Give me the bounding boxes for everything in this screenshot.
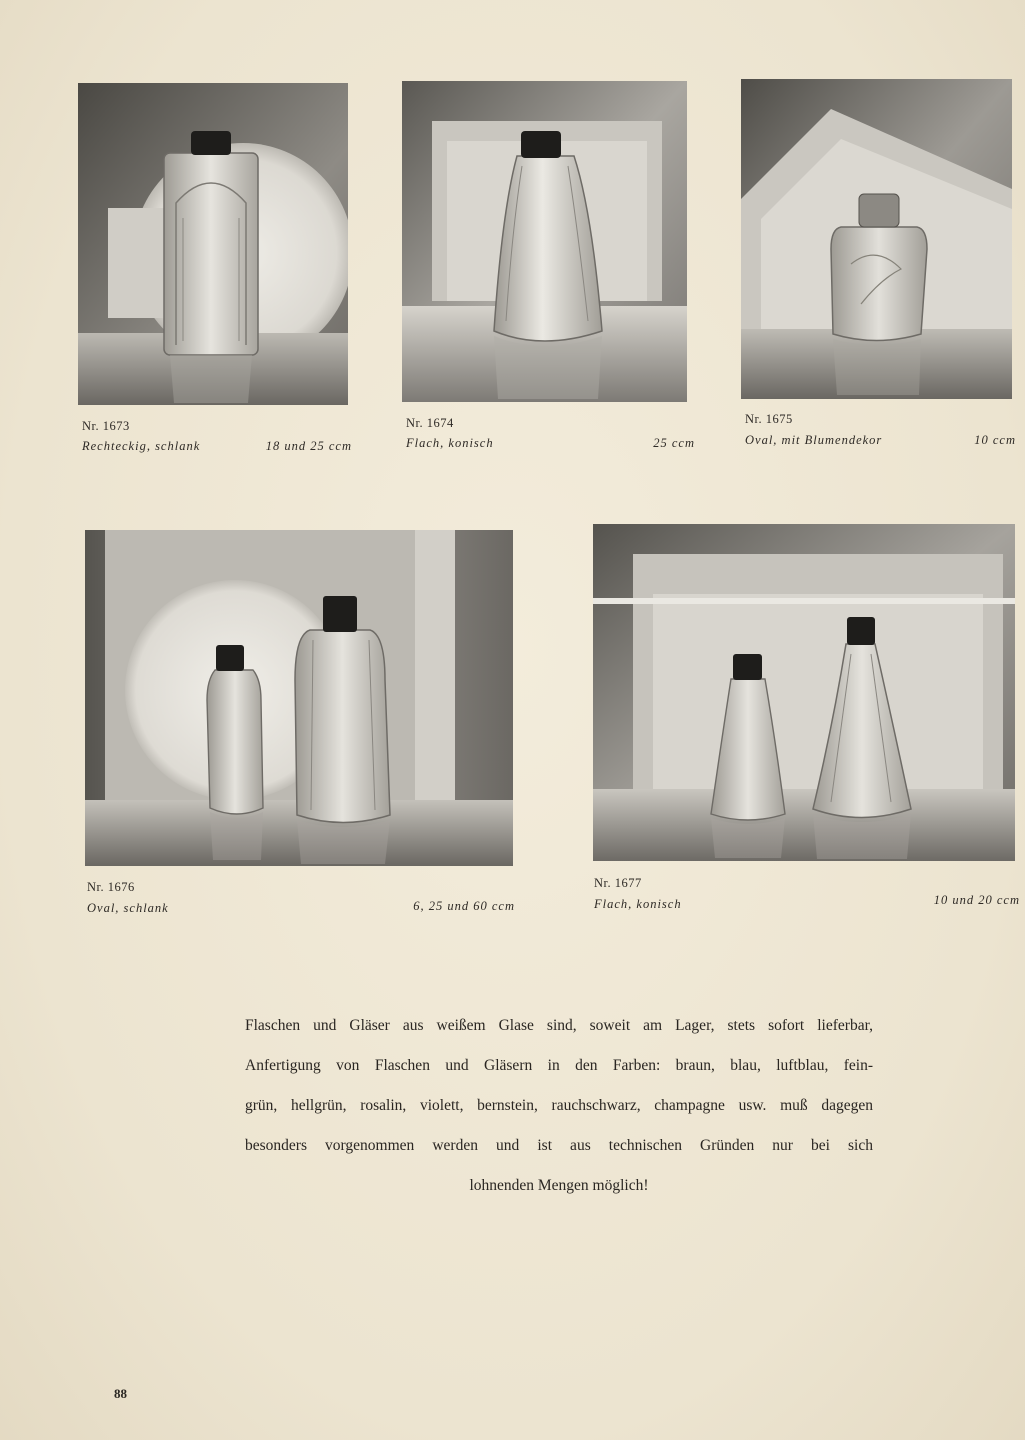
notice-line: lohnenden Mengen möglich! — [469, 1177, 649, 1194]
product-number-1675: Nr. 1675 — [745, 412, 793, 426]
product-size-1676: 6, 25 und 60 ccm — [413, 899, 515, 913]
product-size-1675: 10 ccm — [974, 433, 1016, 447]
availability-notice — [245, 1006, 873, 1206]
notice-line: besonders vorgenommen werden und ist aus technischen Gründen nur bei sich — [245, 1137, 873, 1154]
product-description-1676: Oval, schlank — [87, 901, 169, 915]
product-size-1674: 25 ccm — [653, 436, 695, 450]
notice-line: Anfertigung von Flaschen und Gläsern in den Farben: braun, blau, luftblau, fein- — [245, 1057, 873, 1074]
page-number: 88 — [114, 1386, 127, 1401]
photo-bottle-1673 — [78, 83, 348, 405]
product-description-1674: Flach, konisch — [406, 436, 494, 450]
notice-line: grün, hellgrün, rosalin, violett, bernstein, rauchschwarz, champagne usw. muß dagegen — [245, 1097, 873, 1114]
product-number-1673: Nr. 1673 — [82, 419, 130, 433]
photo-bottles-1677 — [593, 524, 1015, 861]
notice-line: Flaschen und Gläser aus weißem Glase sind, soweit am Lager, stets sofort lieferbar, — [245, 1017, 873, 1034]
product-number-1674: Nr. 1674 — [406, 416, 454, 430]
product-number-1676: Nr. 1676 — [87, 880, 135, 894]
product-number-1677: Nr. 1677 — [594, 876, 642, 890]
photo-bottle-1674 — [402, 81, 687, 402]
product-description-1673: Rechteckig, schlank — [82, 439, 201, 453]
product-description-1675: Oval, mit Blumendekor — [745, 433, 883, 447]
product-size-1677: 10 und 20 ccm — [933, 893, 1020, 907]
product-size-1673: 18 und 25 ccm — [265, 439, 352, 453]
product-description-1677: Flach, konisch — [594, 897, 682, 911]
photo-bottles-1676 — [85, 530, 513, 866]
photo-bottle-1675 — [741, 79, 1012, 399]
